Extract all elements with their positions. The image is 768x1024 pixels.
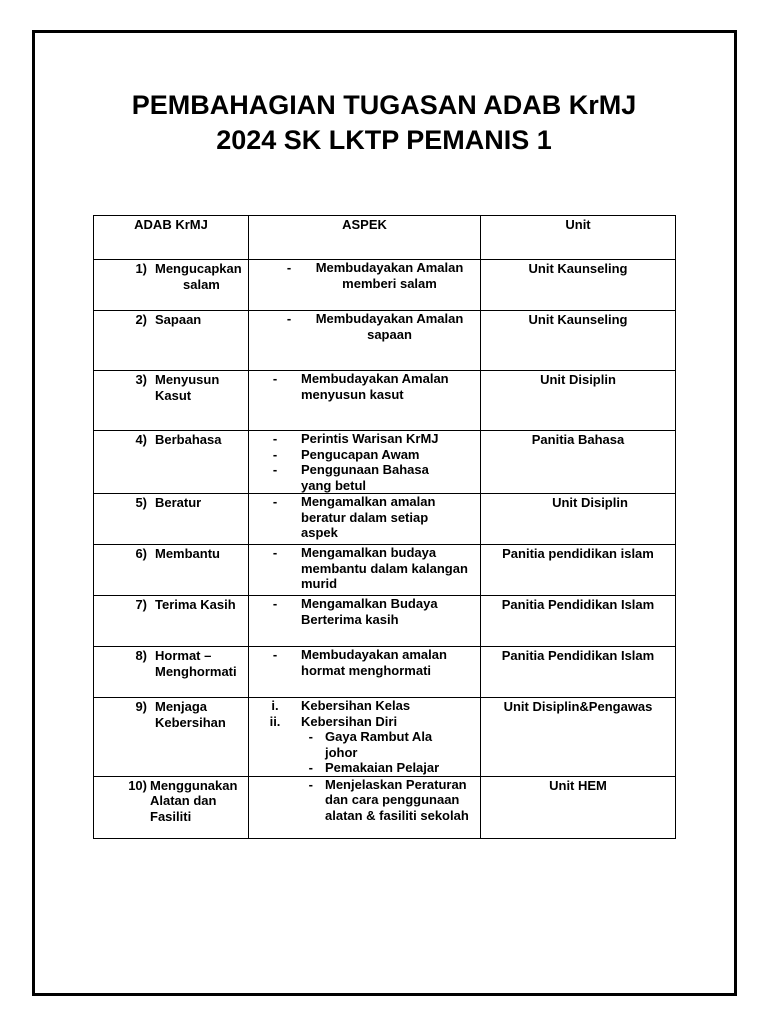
- aspek-text: Membudayakan Amalan memberi salam: [315, 260, 464, 291]
- duty-table: [93, 215, 676, 839]
- adab-name: Menjaga Kebersihan: [155, 699, 226, 730]
- aspek-text: Kebersihan Kelas: [301, 698, 411, 713]
- unit-cell: Unit HEM: [549, 777, 607, 793]
- table-row: [94, 371, 676, 431]
- adab-name: Terima Kasih: [155, 597, 236, 612]
- unit-cell: Unit Disiplin&Pengawas: [503, 699, 653, 714]
- row-number: 3): [135, 372, 147, 387]
- header-aspek: ASPEK: [249, 216, 481, 260]
- aspek-item: [249, 777, 480, 824]
- aspek-text: Perintis Warisan KrMJ: [301, 431, 439, 446]
- aspek-bullet: -: [308, 760, 313, 775]
- table-row: [94, 311, 676, 371]
- aspek-text: Gaya Rambut Ala johor: [325, 729, 433, 760]
- aspek-text: Mengamalkan amalan beratur dalam setiap aspek: [301, 494, 436, 540]
- unit-cell: Panitia pendidikan islam: [502, 546, 654, 561]
- aspek-text: Membudayakan Amalan menyusun kasut: [301, 371, 449, 402]
- aspek-item: [249, 760, 480, 776]
- adab-cell: [94, 371, 248, 403]
- row-number: 2): [135, 312, 147, 327]
- aspek-item: [249, 596, 480, 627]
- table-row: [94, 494, 676, 545]
- adab-name: Berbahasa: [155, 432, 222, 447]
- adab-name: Mengucapkan: [155, 261, 242, 276]
- aspek-item: [249, 714, 480, 730]
- aspek-item: [249, 647, 480, 678]
- unit-cell: Unit Disiplin: [552, 495, 628, 510]
- aspek-item: [249, 431, 480, 447]
- adab-name: Beratur: [155, 495, 202, 510]
- aspek-bullet: -: [272, 494, 278, 509]
- aspek-bullet: -: [272, 596, 278, 611]
- row-number: 7): [135, 597, 147, 612]
- adab-cell: [94, 545, 248, 562]
- aspek-bullet: -: [272, 647, 278, 662]
- adab-cell: [94, 777, 248, 825]
- adab-cell: [94, 494, 248, 511]
- row-number: 5): [135, 495, 147, 510]
- row-number: 8): [135, 648, 147, 663]
- adab-cell: [94, 431, 248, 448]
- title-line-2: 2024 SK LKTP PEMANIS 1: [216, 125, 552, 155]
- aspek-item: [249, 729, 480, 760]
- table-header-row: [94, 216, 676, 260]
- aspek-text: Penggunaan Bahasa yang betul: [301, 462, 429, 493]
- adab-cell: [94, 311, 248, 328]
- adab-cell: [94, 596, 248, 613]
- table-row: [94, 698, 676, 777]
- table-row: [94, 776, 676, 838]
- aspek-bullet: -: [272, 371, 278, 386]
- aspek-bullet: ii.: [269, 713, 281, 729]
- aspek-item: [249, 311, 480, 342]
- aspek-item: [249, 260, 480, 291]
- table-row: [94, 431, 676, 494]
- unit-cell: Panitia Bahasa: [531, 432, 625, 447]
- row-number: 10): [128, 777, 147, 793]
- row-number: 4): [135, 432, 147, 447]
- table-row: [94, 596, 676, 647]
- unit-cell: Unit Kaunseling: [528, 312, 628, 327]
- adab-cell: [94, 698, 248, 730]
- table-row: [94, 647, 676, 698]
- aspek-text: Menjelaskan Peraturan dan cara penggunaan alatan & fasiliti sekolah: [325, 776, 469, 823]
- aspek-item: [249, 447, 480, 463]
- aspek-text: Pemakaian Pelajar: [325, 760, 440, 775]
- aspek-bullet: -: [308, 729, 313, 744]
- unit-cell: Unit Kaunseling: [528, 261, 628, 276]
- aspek-bullet: -: [272, 462, 278, 477]
- unit-cell: Panitia Pendidikan Islam: [501, 648, 655, 663]
- aspek-bullet: -: [272, 446, 278, 462]
- aspek-text: Kebersihan Diri: [301, 713, 398, 729]
- aspek-bullet: -: [286, 260, 292, 275]
- adab-cell: [94, 260, 248, 292]
- aspek-text: Mengamalkan budaya membantu dalam kalangan murid: [301, 545, 468, 591]
- aspek-text: Membudayakan Amalan sapaan: [315, 311, 464, 342]
- row-number: 6): [135, 546, 147, 561]
- row-number: 1): [135, 261, 147, 276]
- table-row: [94, 545, 676, 596]
- unit-cell: Unit Disiplin: [540, 372, 616, 387]
- aspek-item: [249, 545, 480, 592]
- aspek-item: [249, 371, 480, 402]
- aspek-bullet: -: [308, 776, 313, 792]
- adab-name: Menggunakan Alatan dan Fasiliti: [150, 777, 238, 824]
- aspek-item: [249, 494, 480, 541]
- header-unit: Unit: [481, 216, 676, 260]
- row-number: 9): [135, 699, 147, 714]
- aspek-item: [249, 462, 480, 493]
- adab-name: Sapaan: [155, 312, 202, 327]
- adab-name-cont: salam: [183, 276, 220, 292]
- aspek-text: Mengamalkan Budaya Berterima kasih: [301, 596, 438, 627]
- header-adab: ADAB KrMJ: [94, 216, 249, 260]
- aspek-bullet: -: [272, 545, 278, 560]
- aspek-text: Pengucapan Awam: [301, 446, 420, 462]
- adab-cell: [94, 647, 248, 679]
- aspek-bullet: i.: [271, 698, 279, 713]
- adab-name: Membantu: [155, 546, 220, 561]
- page-title: [0, 88, 768, 158]
- aspek-bullet: -: [272, 431, 278, 446]
- table-row: [94, 260, 676, 311]
- aspek-bullet: -: [286, 311, 292, 326]
- title-line-1: PEMBAHAGIAN TUGASAN ADAB KrMJ: [131, 90, 637, 120]
- adab-name: Hormat – Menghormati: [155, 648, 237, 679]
- unit-cell: Panitia Pendidikan Islam: [501, 597, 655, 612]
- adab-name: Menyusun Kasut: [155, 372, 220, 403]
- aspek-text: Membudayakan amalan hormat menghormati: [301, 647, 447, 678]
- aspek-item: [249, 698, 480, 714]
